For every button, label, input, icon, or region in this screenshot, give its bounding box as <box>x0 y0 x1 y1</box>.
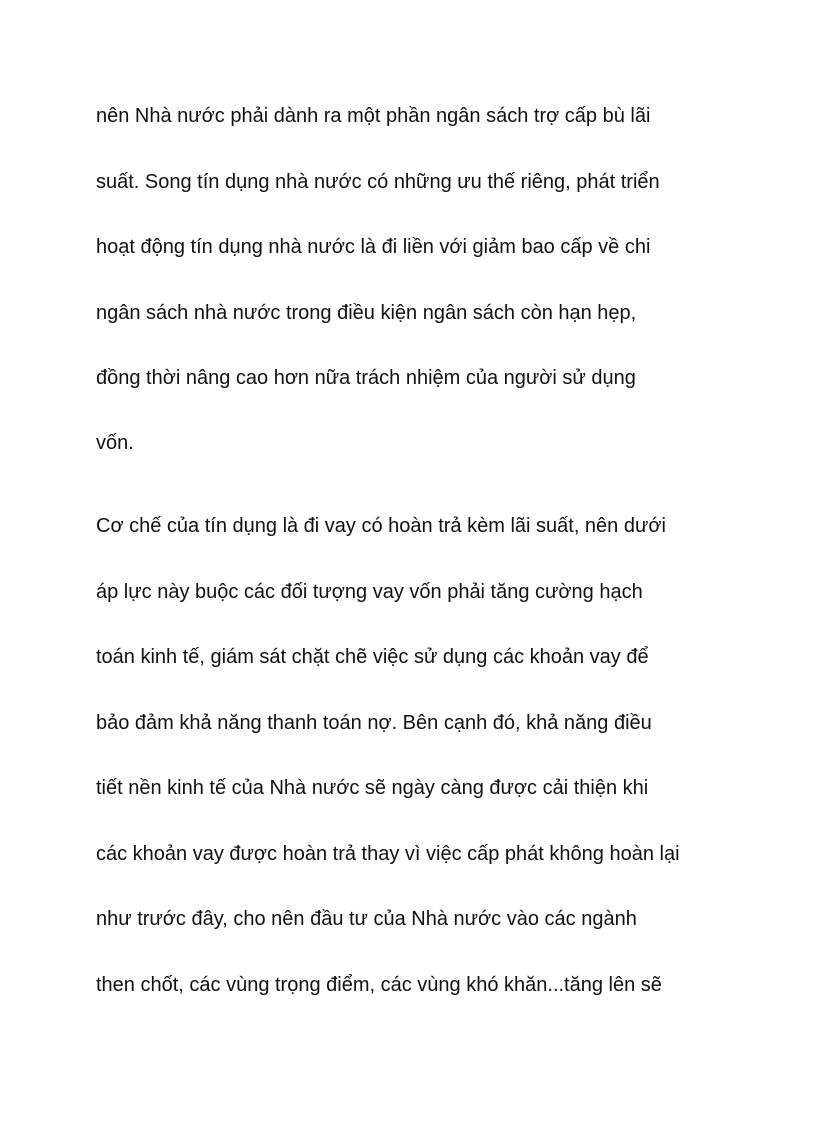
text-line: Cơ chế của tín dụng là đi vay có hoàn trả kèm lãi suất, nên dưới <box>96 515 666 537</box>
text-line: nên Nhà nước phải dành ra một phần ngân sách trợ cấp bù lãi <box>96 105 651 127</box>
text-line: vốn. <box>96 432 134 454</box>
text-line: then chốt, các vùng trọng điểm, các vùng khó khăn...tăng lên sẽ <box>96 974 662 996</box>
text-line: các khoản vay được hoàn trả thay vì việc cấp phát không hoàn lại <box>96 843 680 865</box>
text-line: bảo đảm khả năng thanh toán nợ. Bên cạnh đó, khả năng điều <box>96 712 652 734</box>
text-line: tiết nền kinh tế của Nhà nước sẽ ngày càng được cải thiện khi <box>96 777 649 799</box>
text-line: đồng thời nâng cao hơn nữa trách nhiệm của người sử dụng <box>96 367 636 389</box>
text-line: như trước đây, cho nên đầu tư của Nhà nước vào các ngành <box>96 908 637 930</box>
text-line: hoạt động tín dụng nhà nước là đi liền với giảm bao cấp về chi <box>96 236 651 258</box>
text-line: ngân sách nhà nước trong điều kiện ngân sách còn hạn hẹp, <box>96 302 637 324</box>
text-line: toán kinh tế, giám sát chặt chẽ việc sử dụng các khoản vay để <box>96 646 649 668</box>
text-line: áp lực này buộc các đối tượng vay vốn phải tăng cường hạch <box>96 581 643 603</box>
text-line: suất. Song tín dụng nhà nước có những ưu thế riêng, phát triển <box>96 171 660 193</box>
